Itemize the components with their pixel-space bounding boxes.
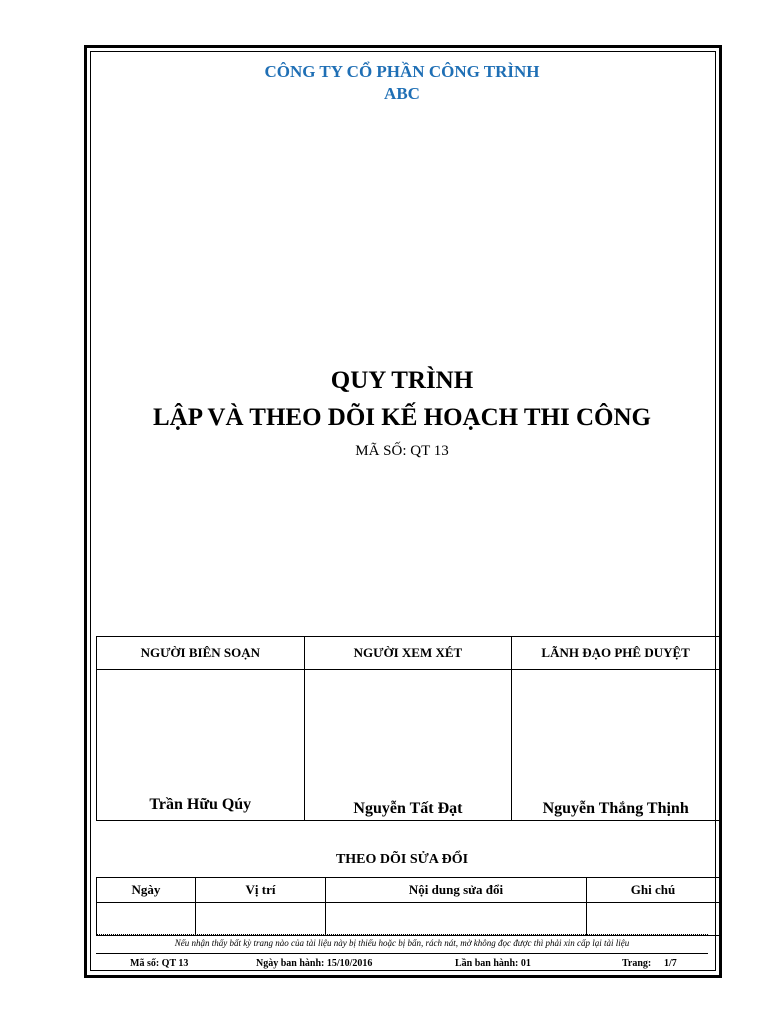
signature-header-reviewer: NGƯỜI XEM XÉT — [304, 637, 512, 670]
signature-cell-reviewer — [304, 670, 512, 821]
dotted-separator — [96, 934, 708, 935]
revision-cell — [196, 903, 326, 936]
company-name-line2: ABC — [384, 84, 420, 103]
revision-header-date: Ngày — [97, 878, 196, 903]
signature-header-approver: LÃNH ĐẠO PHÊ DUYỆT — [512, 637, 720, 670]
document-code: MÃ SỐ: QT 13 — [355, 443, 449, 459]
signature-table — [96, 636, 720, 821]
footer-edition: Lần ban hành: 01 — [455, 958, 531, 969]
signature-cell-author — [97, 670, 305, 821]
document-title-line2: LẬP VÀ THEO DÕI KẾ HOẠCH THI CÔNG — [152, 404, 651, 431]
signature-name-author: Trần Hữu Qúy — [149, 796, 252, 813]
footer-code: Mã số: QT 13 — [130, 958, 189, 969]
page-border-inner — [90, 51, 716, 971]
footer-page-value: 1/7 — [664, 958, 677, 969]
revision-header-position: Vị trí — [196, 878, 326, 903]
footer-issue-date: Ngày ban hành: 15/10/2016 — [256, 958, 373, 969]
revision-table — [96, 877, 720, 936]
document-title-line1: QUY TRÌNH — [330, 367, 474, 394]
signature-name-reviewer: Nguyễn Tất Đạt — [353, 800, 463, 817]
signature-header-author: NGƯỜI BIÊN SOẠN — [97, 637, 305, 670]
company-name-line1: CÔNG TY CỔ PHẦN CÔNG TRÌNH — [264, 62, 540, 81]
notice-text: Nếu nhận thấy bất kỳ trang nào của tài liệu này bị thiếu hoặc bị bẩn, rách nát, mờ không đọc được thì phải xin cấp lại tài liệu — [174, 938, 630, 948]
company-name — [90, 61, 714, 105]
revision-title: THEO DÕI SỬA ĐỔI — [335, 852, 469, 867]
signature-cell-approver — [512, 670, 720, 821]
revision-cell — [97, 903, 196, 936]
footer-page-label: Trang: — [622, 958, 652, 969]
revision-header-content: Nội dung sửa đổi — [326, 878, 587, 903]
revision-cell — [326, 903, 587, 936]
revision-cell — [587, 903, 720, 936]
revision-header-note: Ghi chú — [587, 878, 720, 903]
signature-name-approver: Nguyễn Thắng Thịnh — [542, 800, 689, 817]
footer-separator — [96, 953, 708, 954]
